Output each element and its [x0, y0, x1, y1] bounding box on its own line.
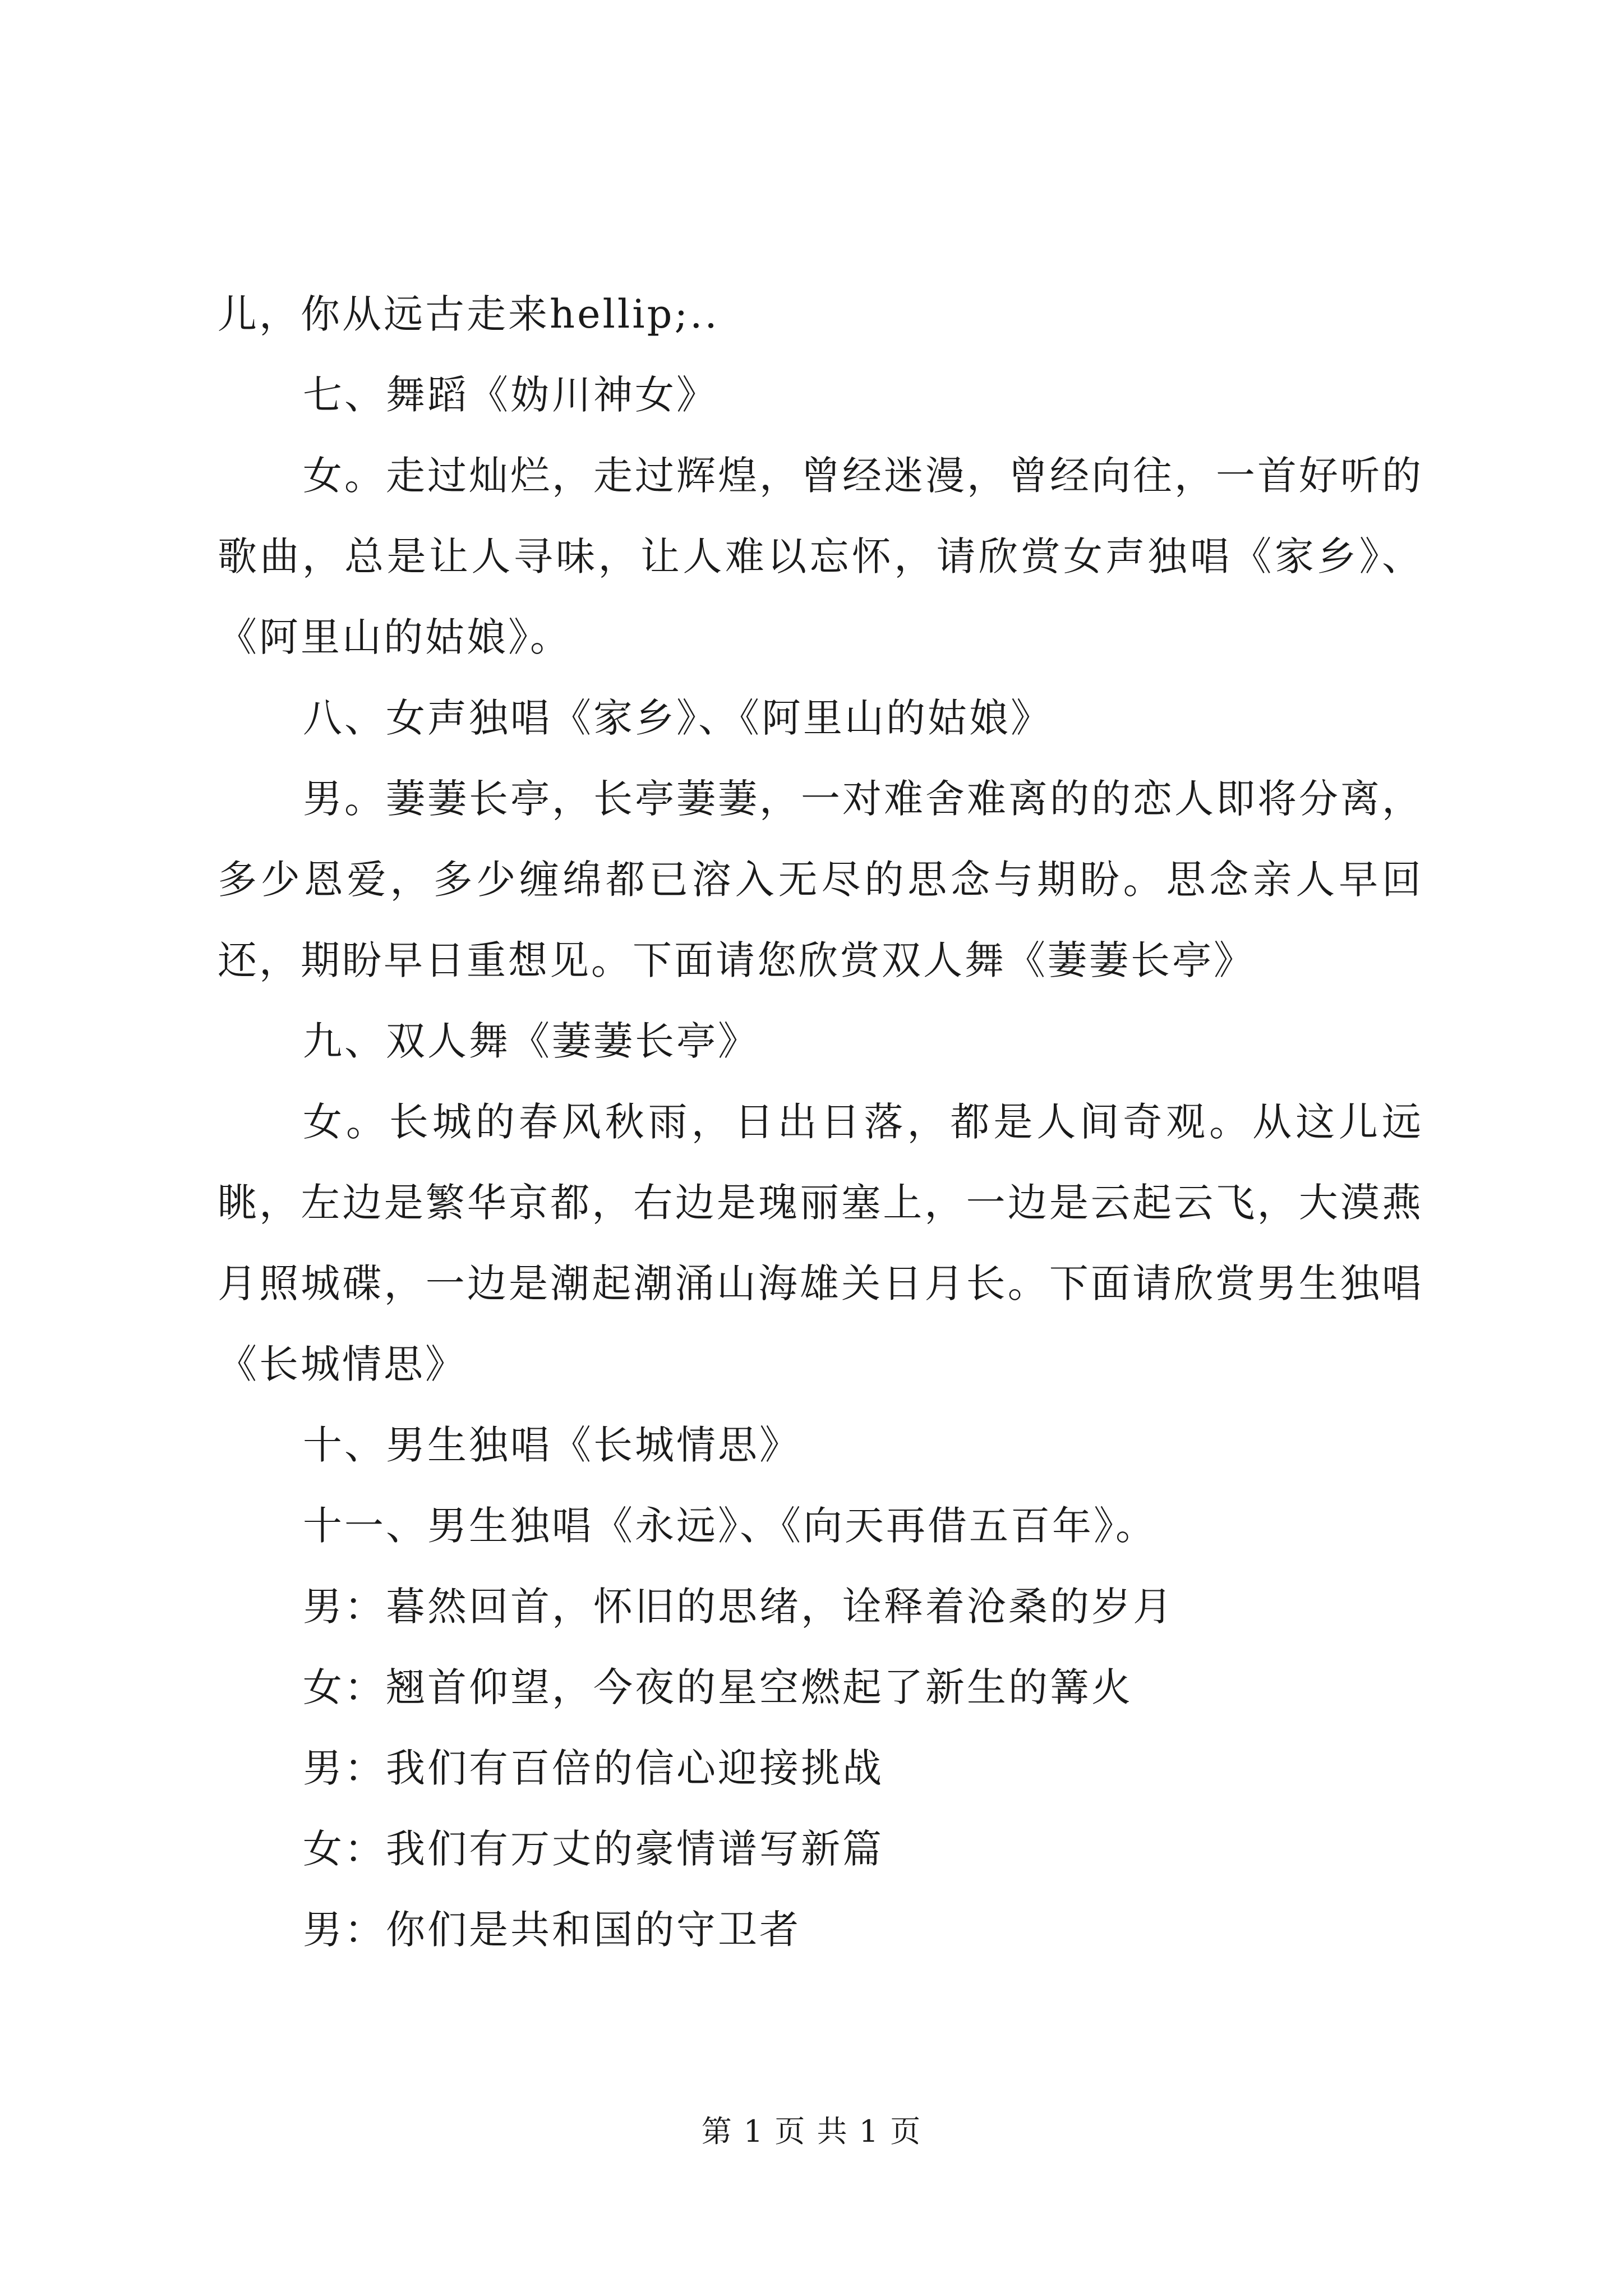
dialogue-line-4: 女：我们有万丈的豪情谱写新篇: [303, 1826, 884, 1872]
paragraph-continuation: 儿，你从远古走来hellip;..: [218, 291, 720, 337]
program-item-10: 十、男生独唱《长城情思》: [303, 1422, 801, 1468]
dialogue-line-5: 男：你们是共和国的守卫者: [303, 1907, 801, 1953]
page-footer: 第 1 页 共 1 页: [701, 2114, 922, 2149]
program-item-11: 十一、男生独唱《永远》、《向天再借五百年》。: [303, 1503, 1157, 1549]
program-item-9: 九、双人舞《萋萋长亭》: [303, 1018, 759, 1064]
host-line-female-1: 女。走过灿烂，走过辉煌，曾经迷漫，曾经向往，一首好听的歌曲，总是让人寻味，让人难以忘怀，请欣赏女声独唱《家乡》、《阿里山的姑娘》。: [218, 453, 1423, 660]
host-line-female-2: 女。长城的春风秋雨，日出日落，都是人间奇观。从这儿远眺，左边是繁华京都，右边是瑰丽塞上，一边是云起云飞，大漠燕月照城碟，一边是潮起潮涌山海雄关日月长。下面请欣赏男生独唱《长城情思》: [218, 1099, 1423, 1387]
host-line-male-1: 男。萋萋长亭，长亭萋萋，一对难舍难离的的恋人即将分离，多少恩爱，多少缠绵都已溶入无尽的思念与期盼。思念亲人早回还，期盼早日重想见。下面请您欣赏双人舞《萋萋长亭》: [218, 776, 1423, 983]
dialogue-line-3: 男：我们有百倍的信心迎接挑战: [303, 1745, 884, 1791]
program-item-7: 七、舞蹈《妫川神女》: [303, 372, 718, 418]
program-item-8: 八、女声独唱《家乡》、《阿里山的姑娘》: [303, 695, 1052, 741]
dialogue-line-2: 女：翘首仰望，今夜的星空燃起了新生的篝火: [303, 1664, 1133, 1710]
dialogue-line-1: 男：暮然回首，怀旧的思绪，诠释着沧桑的岁月: [303, 1584, 1174, 1630]
document-body: [218, 274, 1423, 1970]
